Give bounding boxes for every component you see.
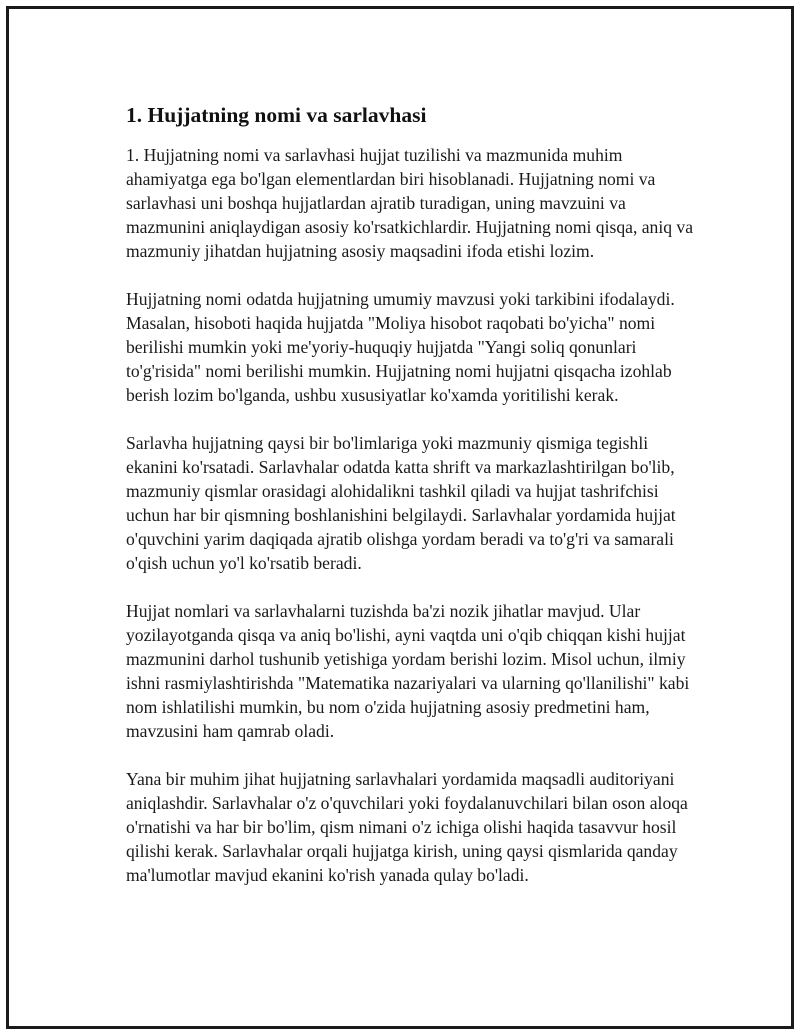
paragraph-2: Hujjatning nomi odatda hujjatning umumiy mavzusi yoki tarkibini ifodalaydi. Masalan, hisoboti haqida hujjatda "Moliya hisobot raqobati bo'yicha" nomi berilishi mumkin yoki me'yoriy-huquqiy hujjatda "Yangi soliq qonunlari to'g'risida" nomi berilishi mumkin. Hujjatning nomi hujjatni qisqacha izohlab berish lozim bo'lganda, ushbu xususiyatlar ko'xamda yoritilishi kerak.	[126, 289, 675, 405]
paragraph-5: Yana bir muhim jihat hujjatning sarlavhalari yordamida maqsadli auditoriyani aniqlashdir. Sarlavhalar o'z o'quvchilari yoki foydalanuvchilari bilan oson aloqa o'rnatishi va har bir bo'lim, qism nimani o'z ichiga olishi haqida tasavvur hosil qilishi kerak. Sarlavhalar orqali hujjatga kirish, uning qaysi qismlarida qanday ma'lumotlar mavjud ekanini ko'rish yanada qulay bo'ladi.	[126, 769, 688, 885]
paragraph-1: 1. Hujjatning nomi va sarlavhasi hujjat tuzilishi va mazmunida muhim ahamiyatga ega bo'lgan elementlardan biri hisoblanadi. Hujjatning nomi va sarlavhasi uni boshqa hujjatlardan ajratib turadigan, uning mavzuini va mazmunini aniqlaydigan asosiy ko'rsatkichlardir. Hujjatning nomi qisqa, aniq va mazmuniy jihatdan hujjatning asosiy maqsadini ifoda etishi lozim.	[126, 145, 694, 261]
document-body	[126, 101, 696, 911]
paragraph-3: Sarlavha hujjatning qaysi bir bo'limlariga yoki mazmuniy qismiga tegishli ekanini ko'rsatadi. Sarlavhalar odatda katta shrift va markazlashtirilgan bo'lib, mazmuniy qismlar orasidagi alohidalikni tashkil qiladi va hujjat tashrifchisi uchun har bir qismning boshlanishini belgilaydi. Sarlavhalar yordamida hujjat o'quvchini yarim daqiqada ajratib olishga yordam beradi va to'g'ri va samarali o'qish uchun yo'l ko'rsatib beradi.	[126, 433, 676, 573]
page-frame	[6, 6, 794, 1029]
paragraph-4: Hujjat nomlari va sarlavhalarni tuzishda ba'zi nozik jihatlar mavjud. Ular yozilayotganda qisqa va aniq bo'lishi, ayni vaqtda uni o'qib chiqqan kishi hujjat mazmunini darhol tushunib yetishiga yordam berishi lozim. Misol uchun, ilmiy ishni rasmiylashtirishda "Matematika nazariyalari va ularning qo'llanilishi" kabi nom ishlatilishi mumkin, bu nom o'zida hujjatning asosiy predmetini ham, mavzusini ham qamrab oladi.	[126, 601, 690, 741]
document-heading: 1. Hujjatning nomi va sarlavhasi	[126, 103, 427, 127]
